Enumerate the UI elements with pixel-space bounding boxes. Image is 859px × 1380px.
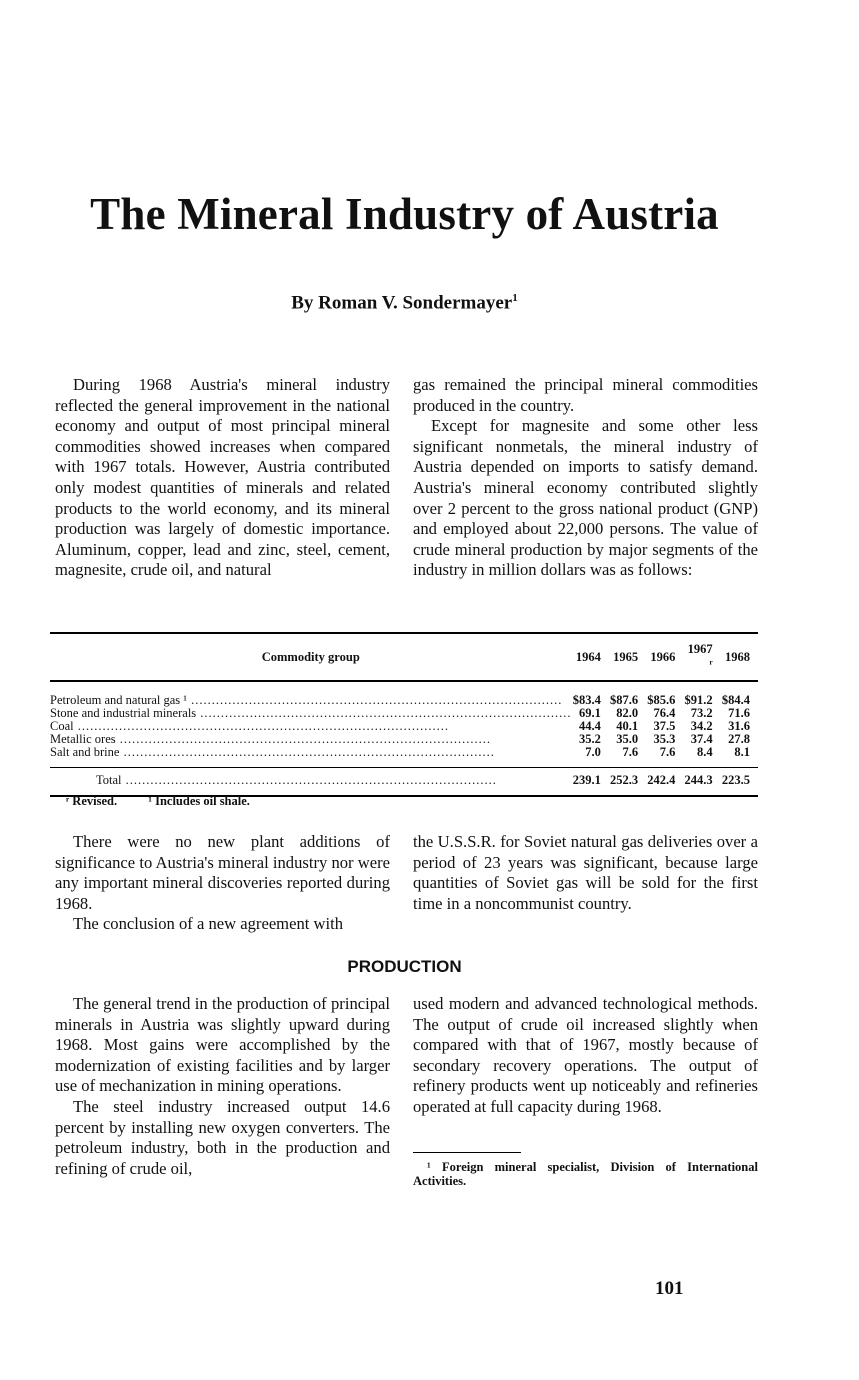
table-row: [50, 707, 758, 720]
cell-value: 37.4: [690, 732, 713, 746]
page-title: The Mineral Industry of Austria: [90, 189, 719, 239]
row-label-text: Petroleum and natural gas ¹ .....: [50, 693, 562, 707]
paragraph: Except for magnesite and some other less significant nonmetals, the mineral industry of Austria depended on imports to satisfy demand. Austria's mineral economy contributed slightly over 2 percent to the gross national product (GNP) and employed about 22,000 persons. The value of crude mineral production by major segments of the industry in million dollars was as follows:: [413, 416, 758, 580]
table-row: [50, 681, 758, 707]
row-label-text: Metallic ores .....: [50, 733, 491, 746]
paragraph: During 1968 Austria's mineral industry reflected the general improvement in the national economy and output of most principal mineral commodities showed increases when compared with 1967 totals. However, Austria contributed only modest quantities of minerals and related products to the world economy, and its mineral production was largely of domestic importance. Aluminum, copper, lead and zinc, steel, cement, magnesite, crude oil, and natural: [55, 375, 390, 580]
total-value: 223.5: [721, 768, 758, 797]
table-notes: [66, 794, 278, 809]
row-label: [50, 720, 572, 733]
column-header: Commodity group: [50, 633, 572, 681]
cell-value: 7.6: [622, 745, 639, 759]
row-label-text: Total .....: [96, 773, 497, 787]
cell-value: 27.8: [728, 732, 750, 746]
column-header: 1965: [609, 633, 646, 681]
table-row: [50, 746, 758, 768]
row-label-text: Coal .....: [50, 720, 449, 733]
cell-value: $91.2: [684, 693, 713, 707]
section-heading: PRODUCTION: [347, 957, 462, 976]
column-header: 1967 ʳ: [683, 633, 720, 681]
paragraph: gas remained the principal mineral commodities produced in the country.: [413, 375, 758, 415]
cell-value: 35.0: [616, 732, 639, 746]
row-label: [50, 746, 572, 768]
column-header: 1964: [572, 633, 609, 681]
table-row: [50, 720, 758, 733]
intro-left-column: [55, 375, 390, 581]
cell-value: 35.2: [578, 732, 601, 746]
paragraph: The conclusion of a new agreement with: [73, 914, 344, 934]
mineral-production-value-table: [50, 632, 758, 797]
total-value: 242.4: [646, 768, 683, 797]
cell-value: 34.2: [690, 719, 713, 733]
production-left-column: [55, 994, 390, 1179]
row-label: [50, 768, 572, 797]
cell-value: 82.0: [616, 706, 639, 720]
footnote: ¹ Foreign mineral specialist, Division of International Activities.: [413, 1160, 758, 1188]
cell-value: 40.1: [616, 719, 639, 733]
column-header: 1968: [721, 633, 758, 681]
column-header: 1966: [646, 633, 683, 681]
table-note: ¹ Includes oil shale.: [148, 794, 250, 808]
cell-value: 7.6: [659, 745, 676, 759]
cell-value: 37.5: [653, 719, 676, 733]
cell-value: 35.3: [653, 732, 676, 746]
cell-value: 76.4: [653, 706, 676, 720]
page-number: 101: [655, 1278, 684, 1299]
paragraph: There were no new plant additions of significance to Austria's mineral industry nor were any important mineral discoveries reported during 1968.: [55, 832, 390, 913]
table-row: [50, 733, 758, 746]
cell-value: $85.6: [647, 693, 676, 707]
cell-value: 71.6: [728, 706, 750, 720]
row-label-text: Salt and brine .....: [50, 746, 495, 759]
row-label-text: Stone and industrial minerals .....: [50, 707, 572, 720]
paragraph: used modern and advanced technological methods. The output of crude oil increased slightly when compared with that of 1967, mostly because of secondary recovery operations. The output of refinery products went up noticeably and refineries operated at full capacity during 1968.: [413, 994, 758, 1116]
author-byline: [0, 292, 809, 314]
total-value: 244.3: [683, 768, 720, 797]
author-footnote-mark: 1: [512, 292, 518, 304]
cell-value: 73.2: [690, 706, 713, 720]
paragraph: the U.S.S.R. for Soviet natural gas deliveries over a period of 23 years was significant, because large quantities of Soviet gas will be sold for the first time in a noncommunist country.: [413, 832, 758, 913]
production-right-column: [413, 994, 758, 1118]
table-note: ʳ Revised.: [66, 794, 118, 808]
row-label: [50, 707, 572, 720]
section2-left-column: [55, 832, 390, 935]
cell-value: $84.4: [721, 693, 750, 707]
cell-value: 8.4: [697, 745, 713, 759]
total-value: 252.3: [609, 768, 646, 797]
cell-value: 44.4: [578, 719, 601, 733]
cell-value: $83.4: [572, 693, 601, 707]
total-row: [50, 768, 758, 797]
row-label: [50, 733, 572, 746]
row-label: [50, 681, 572, 707]
author-name: By Roman V. Sondermayer: [291, 292, 513, 314]
cell-value: 31.6: [728, 719, 750, 733]
paragraph: The steel industry increased output 14.6 percent by installing new oxygen converters. The petroleum industry, both in the production and refining of crude oil,: [55, 1096, 390, 1178]
cell-value: $87.6: [609, 693, 639, 707]
cell-value: 7.0: [585, 745, 601, 759]
total-value: 239.1: [572, 768, 609, 797]
paragraph: The general trend in the production of principal minerals in Austria was slightly upward during 1968. Most gains were accomplished by the modernization of existing facilities and by larger use of mechanization in mining operations.: [55, 994, 390, 1096]
cell-value: 8.1: [734, 745, 750, 759]
section2-right-column: [413, 832, 758, 914]
footnote-divider: [413, 1152, 521, 1153]
intro-right-column: [413, 375, 758, 581]
cell-value: 69.1: [578, 706, 601, 720]
